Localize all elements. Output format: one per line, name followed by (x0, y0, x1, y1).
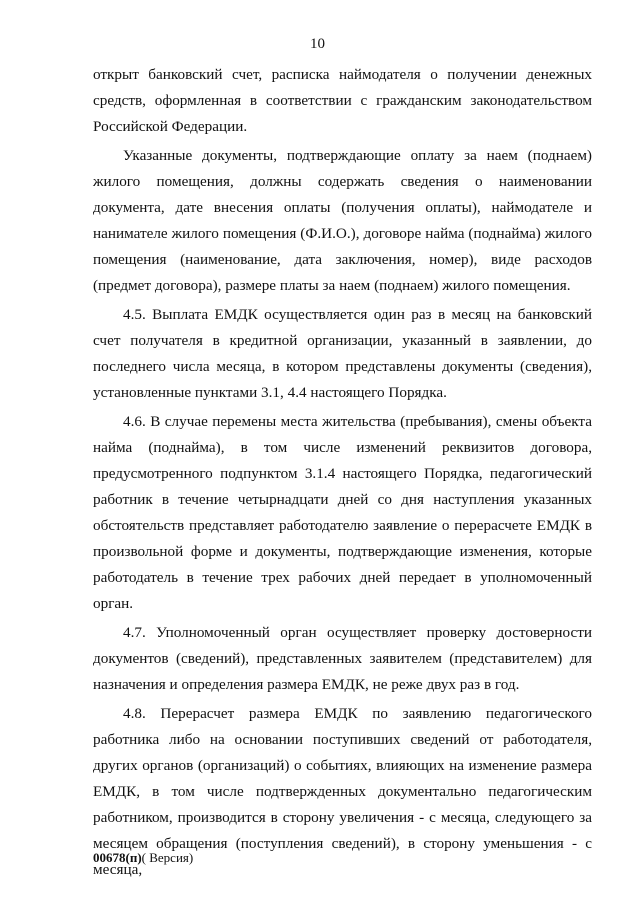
paragraph-documents-requirements: Указанные документы, подтверждающие оплату за наем (поднаем) жилого помещения, должны содержать сведения о наименовании документа, дате внесения оплаты (получения оплаты), наймодателе и нанимателе жилого помещения (Ф.И.О.), договоре найма (поднайма) жилого помещения (наименование, дата заключения, номер), виде расходов (предмет договора), размере платы за наем (поднаем) жилого помещения. (93, 147, 592, 294)
paragraph-4-6: 4.6. В случае перемены места жительства (пребывания), смены объекта найма (поднайма), в том числе изменений реквизитов договора, предусмотренного подпунктом 3.1.4 настоящего Порядка, педагогический работник в течение четырнадцати дней со дня наступления указанных обстоятельств представляет работодателю заявление о перерасчете ЕМДК в произвольной форме и документы, подтверждающие изменения, которые работодатель в течение трех рабочих дней передает в уполномоченный орган. (93, 413, 592, 612)
document-code: 00678(п) (93, 850, 142, 865)
paragraph-4-5: 4.5. Выплата ЕМДК осуществляется один раз в месяц на банковский счет получателя в кредитной организации, указанный в заявлении, до последнего числа месяца, в котором представлены документы (сведения), установленные пунктами 3.1, 4.4 настоящего Порядка. (93, 306, 592, 401)
paragraph-continuation: открыт банковский счет, расписка наймодателя о получении денежных средств, оформленная в соответствии с гражданским законодательством Российской Федерации. (93, 66, 592, 135)
page-number: 10 (310, 36, 325, 52)
document-version: ( Версия) (141, 850, 194, 865)
document-body (93, 62, 592, 886)
paragraph-4-7: 4.7. Уполномоченный орган осуществляет проверку достоверности документов (сведений), представленных заявителем (представителем) для назначения и определения размера ЕМДК, не реже двух раз в год. (93, 624, 592, 693)
paragraph-4-8: 4.8. Перерасчет размера ЕМДК по заявлению педагогического работника либо на основании поступивших сведений от работодателя, других органов (организаций) о событиях, влияющих на изменение размера ЕМДК, в том числе подтвержденных документально педагогическим работником, производится в сторону увеличения - с месяца, следующего за месяцем обращения (поступления сведений), в сторону уменьшения - с месяца, (93, 705, 592, 878)
document-footer (93, 850, 193, 866)
